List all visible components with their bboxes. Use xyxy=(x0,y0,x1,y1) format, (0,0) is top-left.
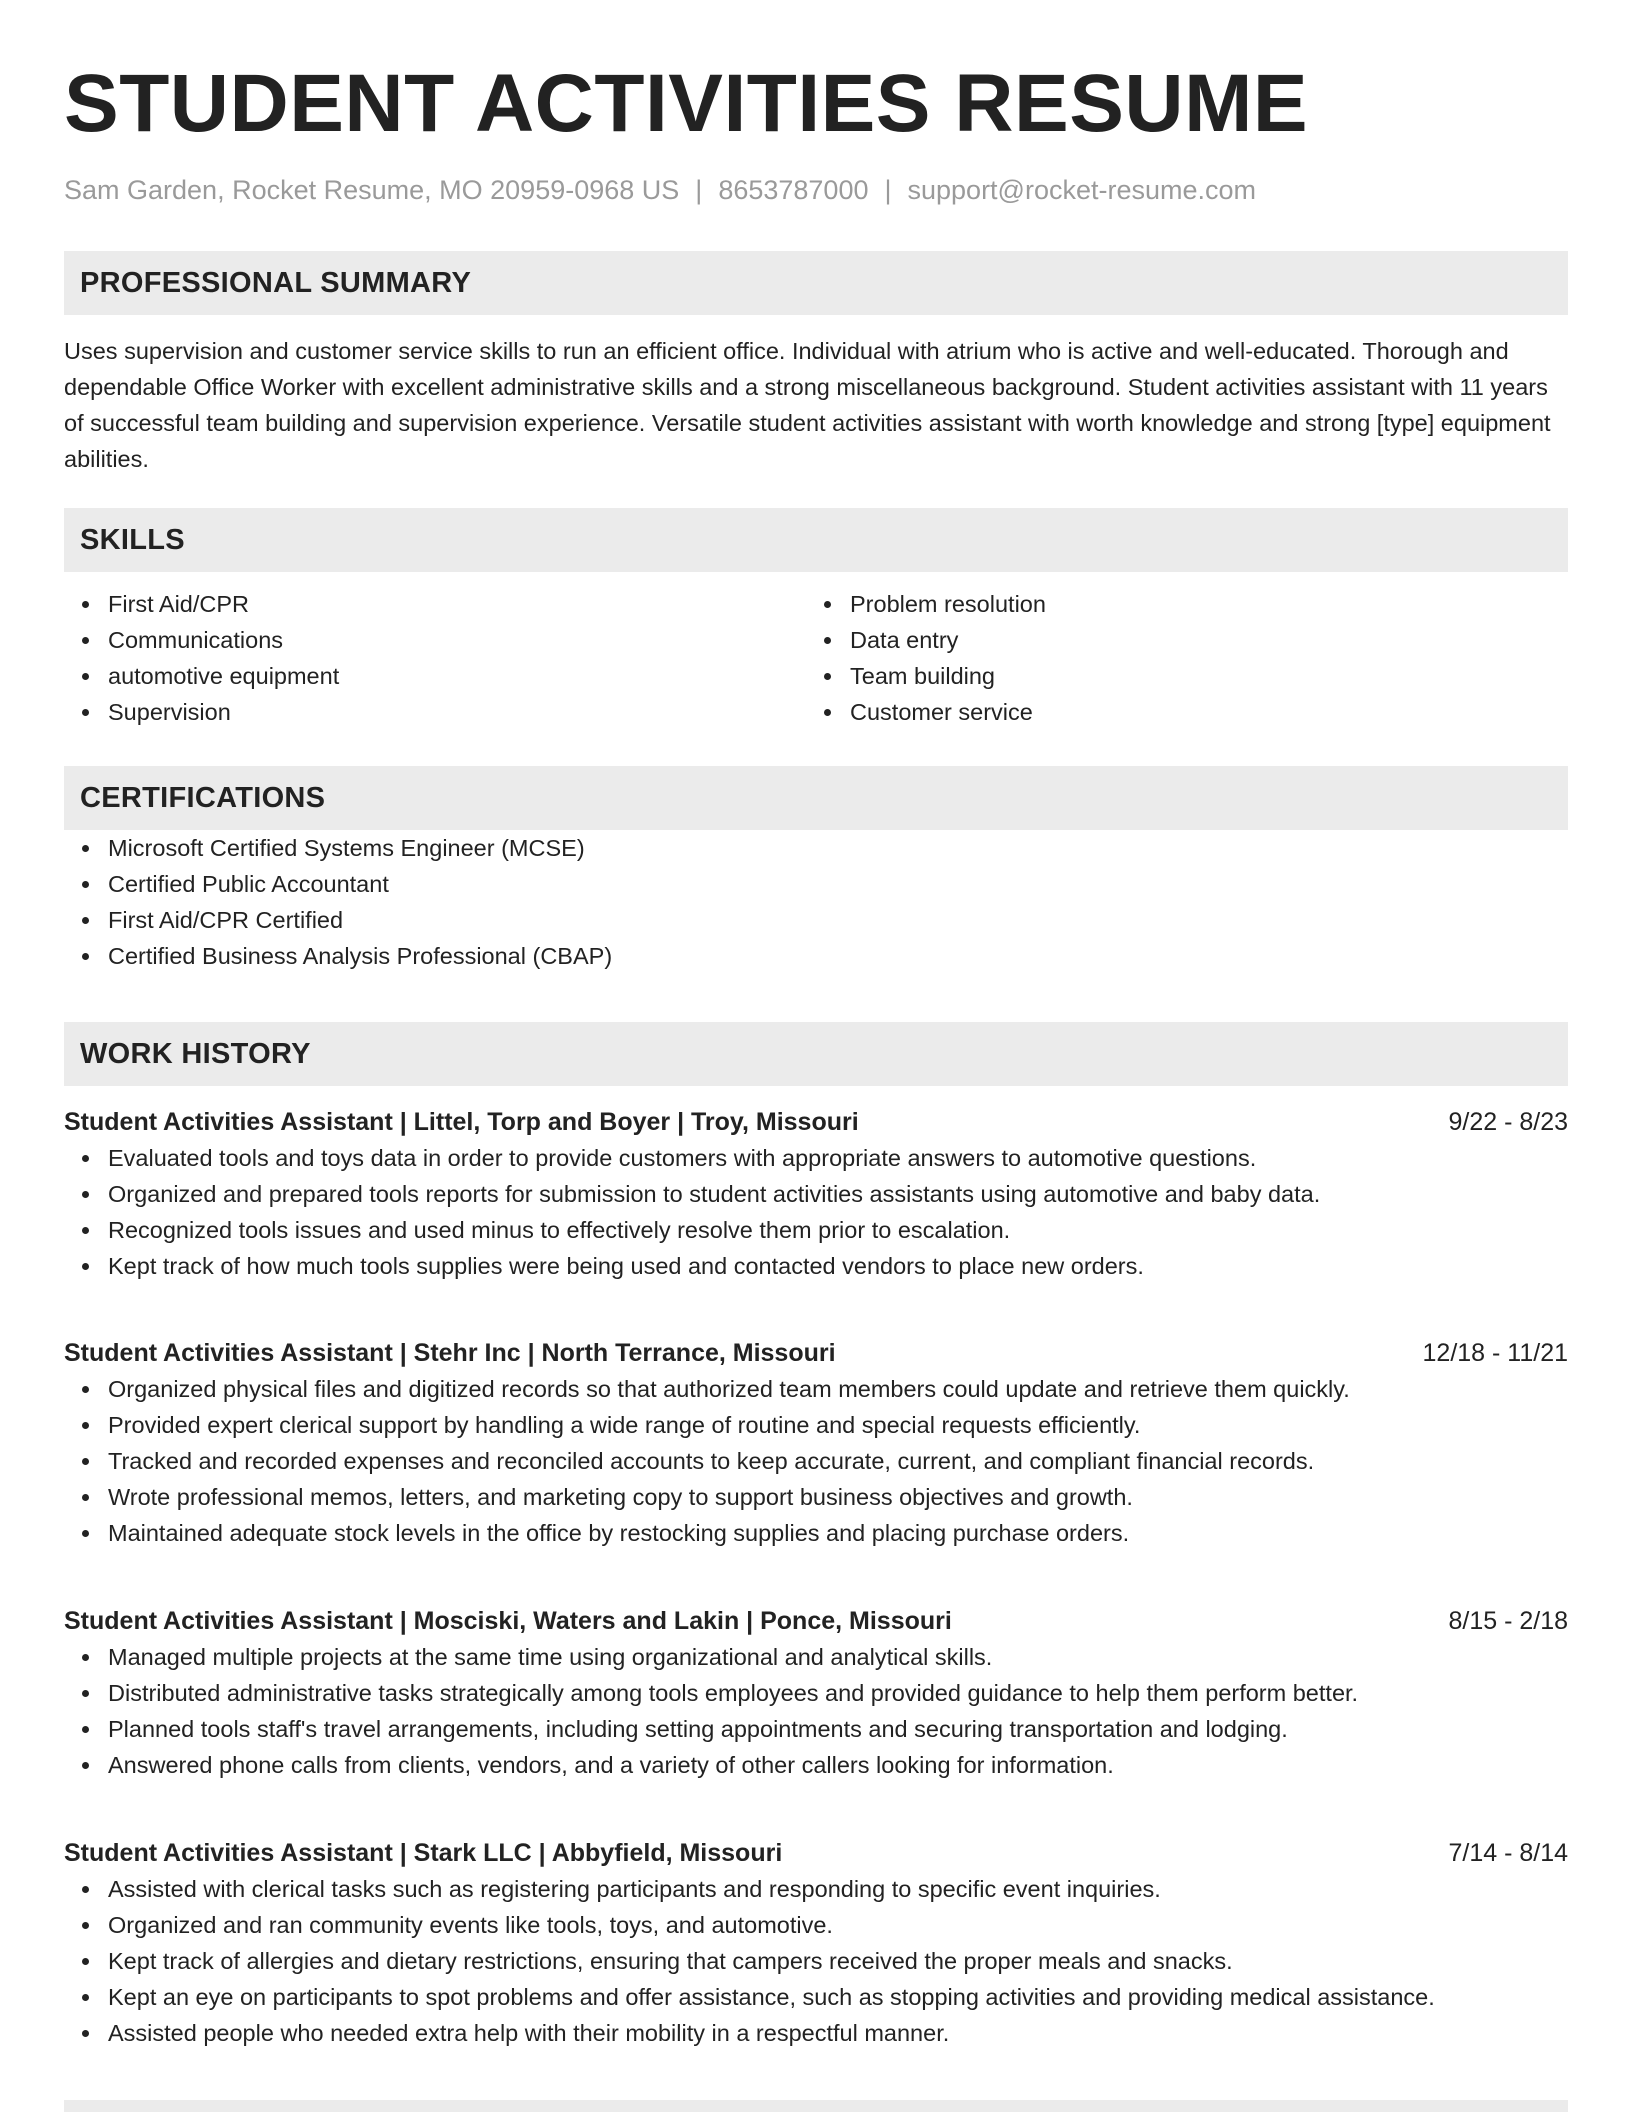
certifications-section xyxy=(64,766,1568,974)
job-bullet: Kept an eye on participants to spot problems and offer assistance, such as stopping activities and providing medical assistance. xyxy=(64,1979,1568,2015)
job-bullet: Wrote professional memos, letters, and marketing copy to support business objectives and growth. xyxy=(64,1479,1568,1515)
skill-item: automotive equipment xyxy=(64,658,806,694)
resume-page xyxy=(64,0,1568,2046)
work-history-heading: WORK HISTORY xyxy=(64,1022,1568,1086)
job-title: Student Activities Assistant | Stark LLC | Abbyfield, Missouri xyxy=(64,1839,783,1867)
skill-item: Customer service xyxy=(806,694,1548,730)
job-title: Student Activities Assistant | Mosciski, Waters and Lakin | Ponce, Missouri xyxy=(64,1607,952,1635)
contact-separator: | xyxy=(884,175,892,205)
job-title: Student Activities Assistant | Stehr Inc | North Terrance, Missouri xyxy=(64,1339,836,1367)
job-bullet: Managed multiple projects at the same time using organizational and analytical skills. xyxy=(64,1639,1568,1675)
skill-item: Problem resolution xyxy=(806,586,1548,622)
skill-item: Team building xyxy=(806,658,1548,694)
contact-line xyxy=(64,172,1568,208)
job-bullet: Organized and prepared tools reports for submission to student activities assistants using automotive and baby data. xyxy=(64,1176,1568,1212)
job-bullet: Recognized tools issues and used minus to effectively resolve them prior to escalation. xyxy=(64,1212,1568,1248)
certifications-heading: CERTIFICATIONS xyxy=(64,766,1568,830)
job-bullets xyxy=(64,1871,1568,2051)
job-entry xyxy=(64,1603,1568,1783)
job-header xyxy=(64,1603,1568,1639)
job-title: Student Activities Assistant | Littel, Torp and Boyer | Troy, Missouri xyxy=(64,1108,859,1136)
summary-section xyxy=(64,251,1568,477)
job-bullet: Tracked and recorded expenses and reconciled accounts to keep accurate, current, and compliant financial records. xyxy=(64,1443,1568,1479)
contact-separator: | xyxy=(695,175,703,205)
summary-heading: PROFESSIONAL SUMMARY xyxy=(64,251,1568,315)
contact-phone: 8653787000 xyxy=(718,175,869,205)
job-dates: 12/18 - 11/21 xyxy=(1422,1339,1568,1367)
job-dates: 7/14 - 8/14 xyxy=(1448,1839,1568,1867)
contact-address: Sam Garden, Rocket Resume, MO 20959-0968 US xyxy=(64,175,680,205)
job-bullet: Assisted with clerical tasks such as registering participants and responding to specific event inquiries. xyxy=(64,1871,1568,1907)
skills-list-left xyxy=(64,586,806,730)
job-bullet: Maintained adequate stock levels in the office by restocking supplies and placing purchase orders. xyxy=(64,1515,1568,1551)
job-dates: 9/22 - 8/23 xyxy=(1448,1108,1568,1136)
skill-item: Data entry xyxy=(806,622,1548,658)
job-entry xyxy=(64,1335,1568,1551)
skills-list-right xyxy=(806,586,1548,730)
job-bullet: Planned tools staff's travel arrangements, including setting appointments and securing transportation and lodging. xyxy=(64,1711,1568,1747)
resume-title: STUDENT ACTIVITIES RESUME xyxy=(64,58,1309,149)
job-bullet: Organized and ran community events like tools, toys, and automotive. xyxy=(64,1907,1568,1943)
skill-item: Supervision xyxy=(64,694,806,730)
summary-text: Uses supervision and customer service skills to run an efficient office. Individual with atrium who is active and well-educated. Thorough and dependable Office Worker with excellent administrative skills and a strong miscellaneous background. Student activities assistant with 11 years of successful team building and supervision experience. Versatile student activities assistant with worth knowledge and strong [type] equipment abilities. xyxy=(64,338,1551,472)
skill-item: Communications xyxy=(64,622,806,658)
job-bullets xyxy=(64,1140,1568,1284)
certification-item: Certified Public Accountant xyxy=(64,866,1568,902)
next-section-band xyxy=(64,2100,1568,2112)
certification-item: Certified Business Analysis Professional (CBAP) xyxy=(64,938,1568,974)
skills-section xyxy=(64,508,1568,730)
job-header xyxy=(64,1335,1568,1371)
job-dates: 8/15 - 2/18 xyxy=(1448,1607,1568,1635)
job-bullet: Answered phone calls from clients, vendors, and a variety of other callers looking for information. xyxy=(64,1747,1568,1783)
job-bullet: Provided expert clerical support by handling a wide range of routine and special requests efficiently. xyxy=(64,1407,1568,1443)
certifications-list xyxy=(64,830,1568,974)
job-bullets xyxy=(64,1639,1568,1783)
job-header xyxy=(64,1835,1568,1871)
skills-grid xyxy=(64,586,1568,730)
work-history-section xyxy=(64,1022,1568,1086)
job-bullets xyxy=(64,1371,1568,1551)
job-entry xyxy=(64,1835,1568,2051)
skill-item: First Aid/CPR xyxy=(64,586,806,622)
job-bullet: Distributed administrative tasks strategically among tools employees and provided guidance to help them perform better. xyxy=(64,1675,1568,1711)
contact-email[interactable]: support@rocket-resume.com xyxy=(907,175,1257,205)
job-bullet: Kept track of allergies and dietary restrictions, ensuring that campers received the proper meals and snacks. xyxy=(64,1943,1568,1979)
job-bullet: Evaluated tools and toys data in order to provide customers with appropriate answers to automotive questions. xyxy=(64,1140,1568,1176)
skills-heading: SKILLS xyxy=(64,508,1568,572)
job-header xyxy=(64,1104,1568,1140)
certification-item: First Aid/CPR Certified xyxy=(64,902,1568,938)
certification-item: Microsoft Certified Systems Engineer (MCSE) xyxy=(64,830,1568,866)
job-bullet: Kept track of how much tools supplies were being used and contacted vendors to place new orders. xyxy=(64,1248,1568,1284)
job-bullet: Organized physical files and digitized records so that authorized team members could update and retrieve them quickly. xyxy=(64,1371,1568,1407)
job-entry xyxy=(64,1104,1568,1284)
job-bullet: Assisted people who needed extra help with their mobility in a respectful manner. xyxy=(64,2015,1568,2051)
